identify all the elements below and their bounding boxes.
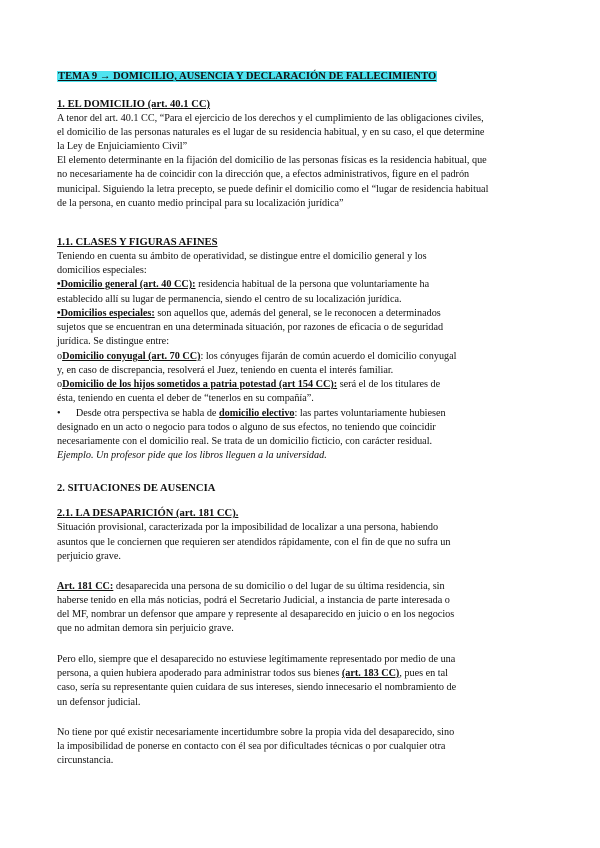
paragraph-line: perjuicio grave. [57, 551, 121, 562]
paragraph-line: Situación provisional, caracterizada por la imposibilidad de localizar a una persona, habiendo [57, 522, 439, 533]
article-label: Art. 181 CC: [57, 581, 114, 592]
term-text: : los cónyuges fijarán de común acuerdo el domicilio conyugal [200, 351, 457, 362]
paragraph-line: haberse tenido en ella más noticias, podrá el Secretario Judicial, a instancia de parte interesada o [57, 595, 450, 606]
paragraph-line: municipal. Siguiendo la letra precepto, se puede definir el domicilio como el “lugar de residencia habitual [57, 184, 489, 195]
paragraph-line: no necesariamente ha de coincidir con la dirección que, a efectos administrativos, figure en el padrón [57, 169, 470, 180]
text-run: persona, a quien hubiera apoderado para administrar todos sus bienes [57, 668, 342, 679]
paragraph-line: No tiene por qué existir necesariamente incertidumbre sobre la propia vida del desaparecido, sino [57, 727, 455, 738]
term-label: domicilio electivo [218, 408, 295, 419]
paragraph-line: y, en caso de discrepancia, resolverá el Juez, teniendo en cuenta el interés familiar. [57, 365, 394, 376]
term-label: •Domicilios especiales: [57, 308, 155, 319]
paragraph-line: Pero ello, siempre que el desaparecido no estuviese legítimamente representado por medio de una [57, 654, 456, 665]
paragraph-line: necesariamente con el domicilio real. Se trata de un domicilio ficticio, con carácter residual. [57, 436, 433, 447]
paragraph-line: El elemento determinante en la fijación del domicilio de las personas físicas es la residencia habitual, que [57, 155, 487, 166]
article-ref: (art. 183 CC) [341, 668, 400, 679]
term-text: son aquellos que, además del general, se le reconocen a determinados [154, 308, 441, 319]
text-run: , pues en tal [399, 668, 448, 679]
paragraph-line: Teniendo en cuenta su ámbito de operatividad, se distingue entre el domicilio general y los [57, 251, 427, 262]
paragraph-line: el domicilio de las personas naturales es el lugar de su residencia habitual, y en su caso, el que determine [57, 127, 485, 138]
paragraph-line: que no admitan demora sin perjuicio grave. [57, 623, 234, 634]
paragraph-line: A tenor del art. 40.1 CC, “Para el ejercicio de los derechos y el cumplimiento de las obligaciones civiles, [57, 113, 484, 124]
paragraph-line: domicilios especiales: [57, 265, 147, 276]
item-domicilio-general [57, 278, 429, 292]
heading-desaparicion: 2.1. LA DESAPARICIÓN (art. 181 CC). [57, 508, 239, 519]
bullet-prefix: o [57, 379, 63, 390]
bullet-prefix: o [57, 351, 63, 362]
paragraph-line: designado en un acto o negocio para todos o alguno de sus efectos, no teniendo que coincidir [57, 422, 436, 433]
example-text: Ejemplo. Un profesor pide que los libros lleguen a la universidad. [57, 450, 327, 461]
title-highlight: TEMA 9 → DOMICILIO, AUSENCIA Y DECLARACIÓN DE FALLECIMIENTO [58, 71, 437, 82]
item-domicilio-hijos [57, 378, 440, 392]
item-domicilio-electivo [57, 407, 446, 421]
paragraph-line: ésta, teniendo en cuenta el deber de “tenerlos en su compañía”. [57, 393, 314, 404]
paragraph-line: caso, sería su representante quien cuidara de sus intereses, siendo innecesario el nombramiento de [57, 682, 457, 693]
paragraph-line: asuntos que le conciernen que requieren ser atendidos rápidamente, con el fin de que no sufra un [57, 537, 451, 548]
term-prefix: • Desde otra perspectiva se habla de [57, 408, 219, 419]
paragraph-line: un defensor judicial. [57, 697, 141, 708]
paragraph-line [57, 667, 448, 681]
heading-domicilio: 1. EL DOMICILIO (art. 40.1 CC) [57, 99, 211, 110]
document-title [57, 70, 437, 84]
article-text: desaparecida una persona de su domicilio o del lugar de su última residencia, sin [113, 581, 445, 592]
paragraph-line: circunstancia. [57, 755, 114, 766]
term-text: será el de los titulares de [337, 379, 441, 390]
paragraph-line: jurídica. Se distingue entre: [57, 336, 170, 347]
term-text: : las partes voluntariamente hubiesen [294, 408, 446, 419]
paragraph-line: la imposibilidad de ponerse en contacto con él sea por dificultades técnicas o por cualquier otra [57, 741, 446, 752]
paragraph-line: sujetos que se encuentran en una determinada situación, por razones de eficacia o de seguridad [57, 322, 444, 333]
term-label: •Domicilio general (art. 40 CC): [57, 279, 196, 290]
paragraph-line: la Ley de Enjuiciamiento Civil” [57, 141, 188, 152]
heading-ausencia: 2. SITUACIONES DE AUSENCIA [57, 483, 216, 494]
term-label: Domicilio conyugal (art. 70 CC) [62, 351, 201, 362]
paragraph-line: de la persona, en cuanto medio principal para su localización jurídica” [57, 198, 344, 209]
heading-clases: 1.1. CLASES Y FIGURAS AFINES [57, 237, 218, 248]
term-label: Domicilio de los hijos sometidos a patria potestad (art 154 CC): [62, 379, 338, 390]
term-text: residencia habitual de la persona que voluntariamente ha [195, 279, 430, 290]
paragraph-line: del MF, nombrar un defensor que ampare y represente al desaparecido en juicio o en los negocios [57, 609, 455, 620]
item-domicilio-conyugal [57, 350, 457, 364]
paragraph-line: establecido allí su lugar de permanencia, siendo el centro de su localización jurídica. [57, 294, 402, 305]
item-domicilios-especiales [57, 307, 441, 321]
article-181-line [57, 580, 445, 594]
